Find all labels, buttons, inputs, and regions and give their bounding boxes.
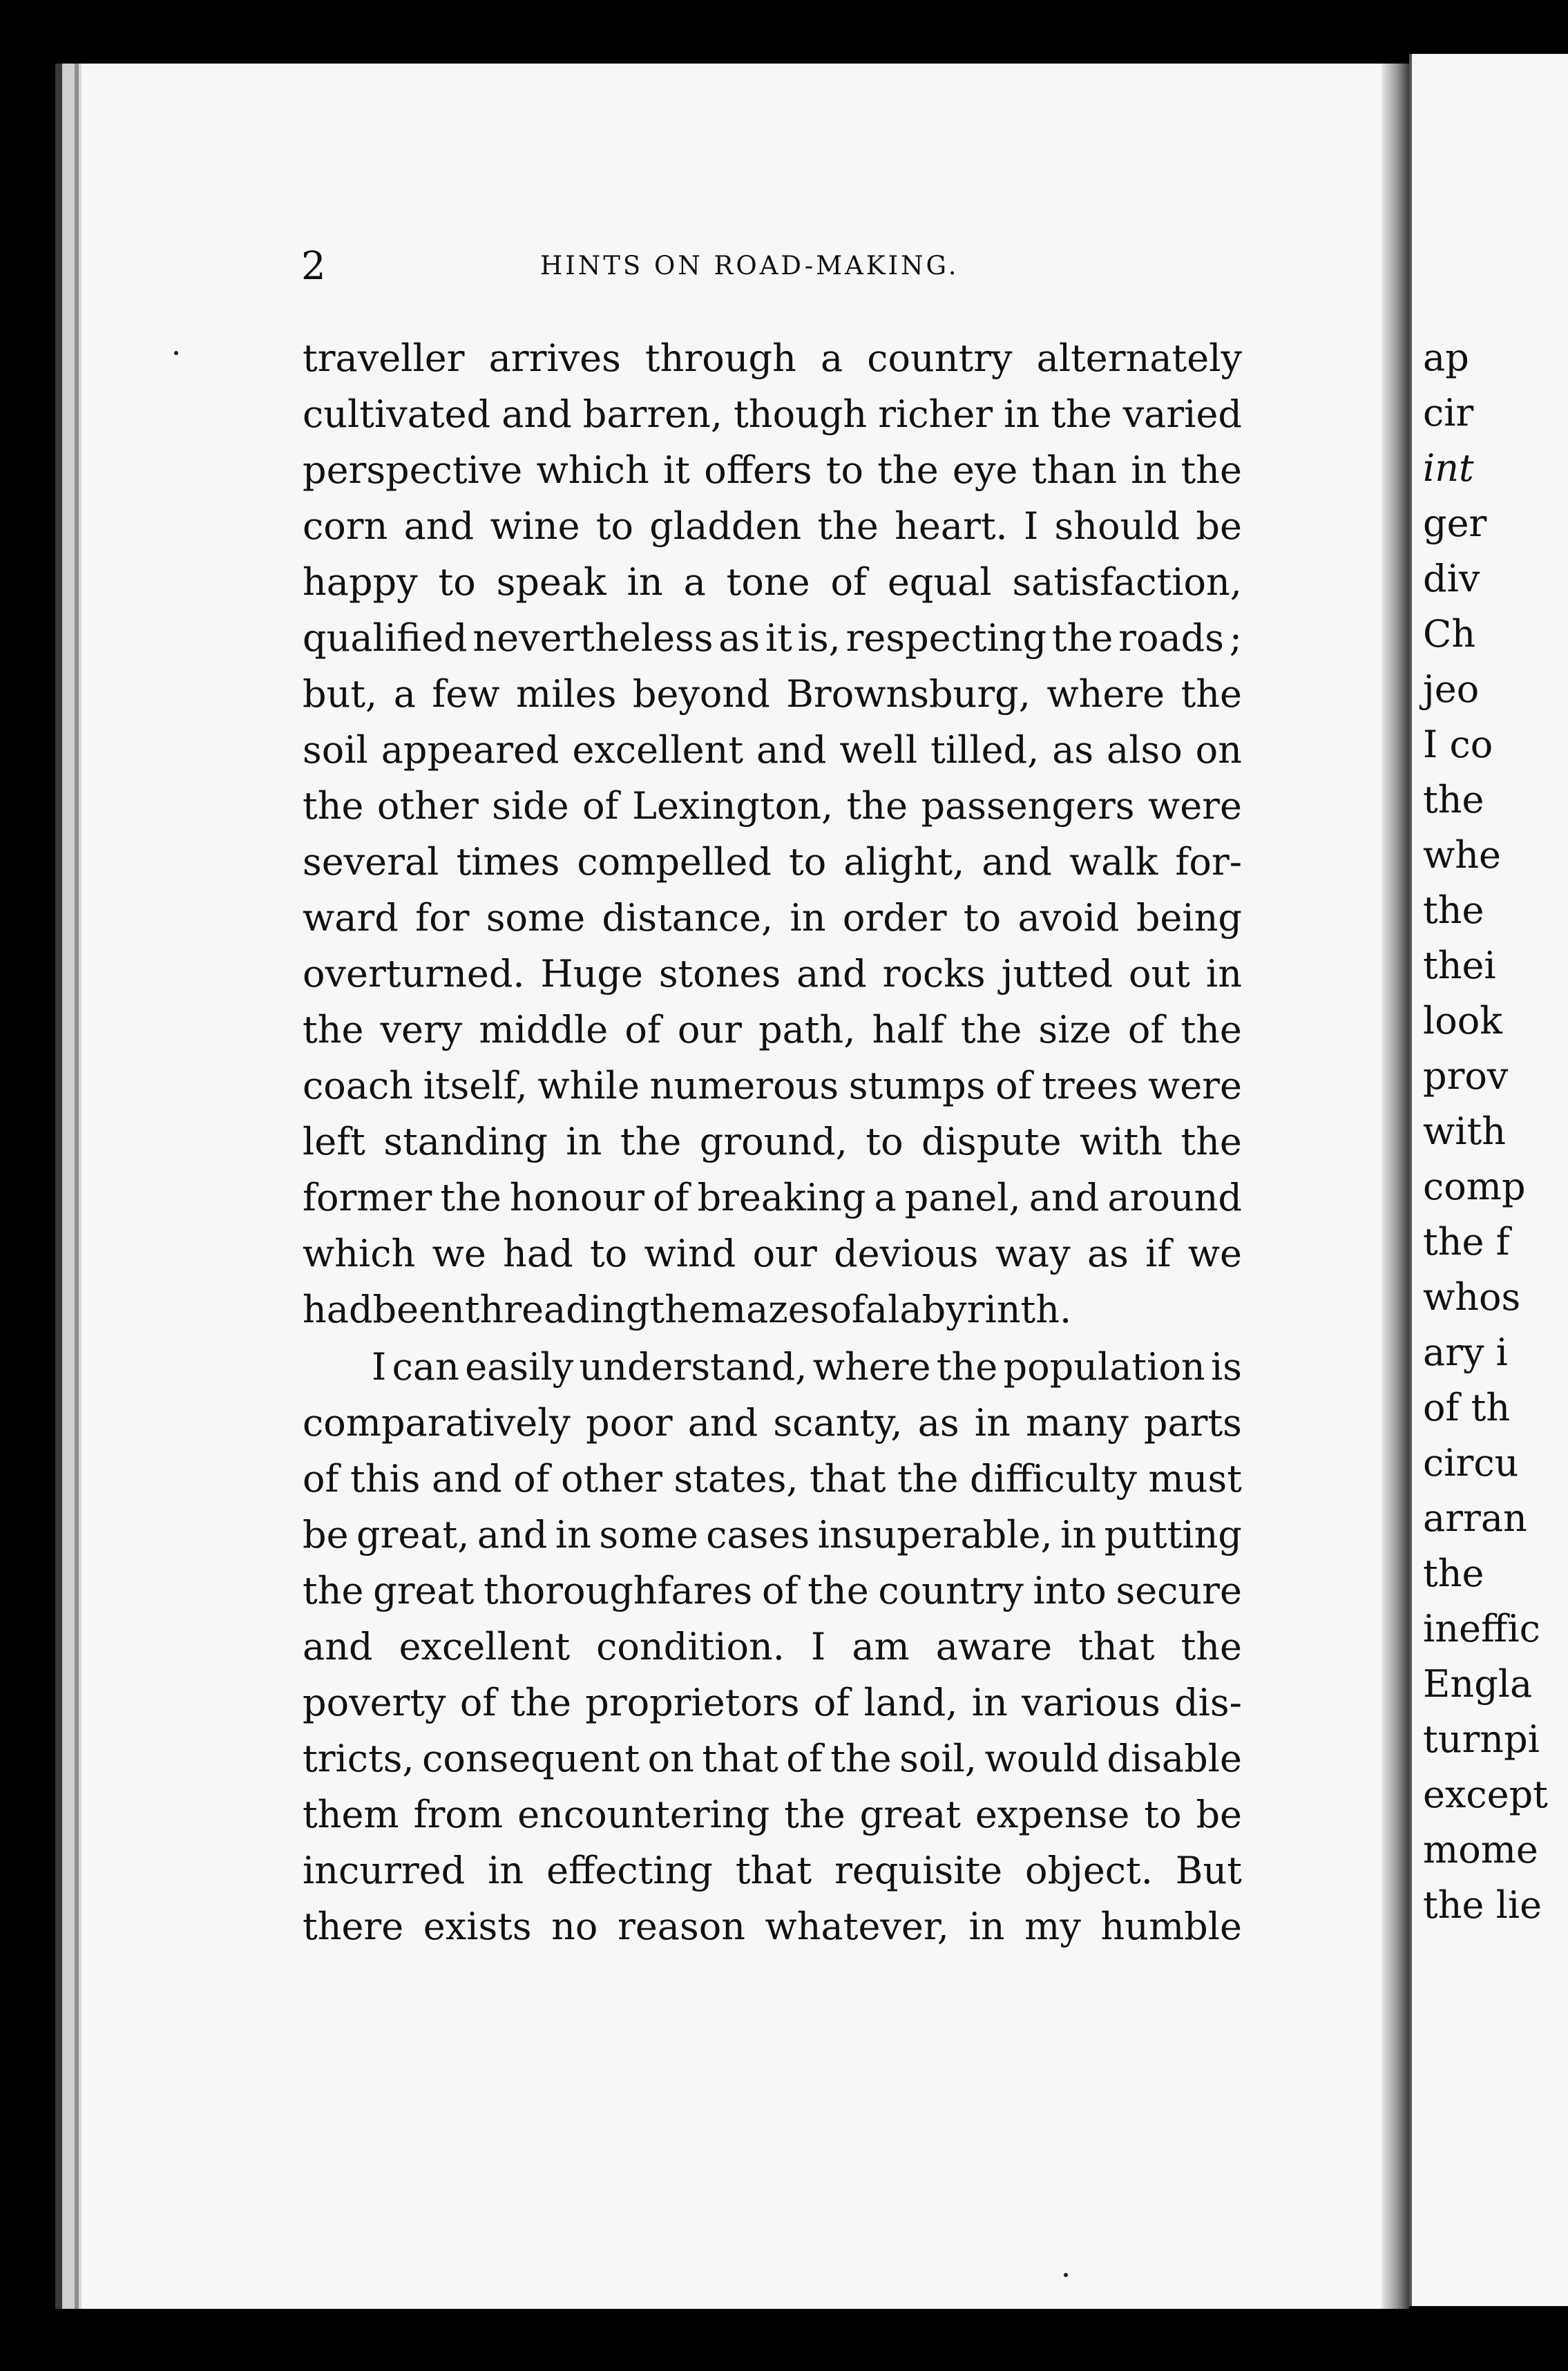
right-page-line-fragment: arran bbox=[1423, 1496, 1527, 1540]
right-page-fragments bbox=[1423, 330, 1548, 1933]
right-page-line-fragment: the bbox=[1423, 778, 1484, 821]
text-line: had been threading the mazes of a labyrinth. bbox=[303, 1288, 1072, 1331]
text-line: happy to speak in a tone of equal satisfaction, bbox=[303, 560, 1242, 604]
right-page-line-fragment: int bbox=[1423, 446, 1474, 490]
text-line: but, a few miles beyond Brownsburg, where the bbox=[303, 672, 1242, 716]
right-page-line-fragment: div bbox=[1423, 557, 1480, 600]
right-page-line-fragment: Ch bbox=[1423, 612, 1476, 656]
right-page-line-fragment: cir bbox=[1423, 391, 1474, 435]
right-page-line-fragment: thei bbox=[1423, 944, 1496, 987]
text-line: overturned. Huge stones and rocks jutted out in bbox=[303, 952, 1242, 996]
text-line: corn and wine to gladden the heart. I should be bbox=[303, 504, 1242, 548]
right-page-line-fragment: turnpi bbox=[1423, 1717, 1540, 1761]
right-page-line-fragment: except bbox=[1423, 1773, 1548, 1816]
text-line: and excellent condition. I am aware that the bbox=[303, 1625, 1242, 1668]
text-line: I can easily understand, where the population is bbox=[372, 1345, 1242, 1389]
right-page-line-fragment: the bbox=[1423, 1552, 1484, 1595]
right-page-line-fragment: the f bbox=[1423, 1220, 1510, 1264]
text-line: cultivated and barren, though richer in the varied bbox=[303, 392, 1242, 436]
right-page-line-fragment: whe bbox=[1423, 833, 1501, 877]
right-page-line-fragment: jeo bbox=[1423, 667, 1480, 711]
text-line: of this and of other states, that the difficulty must bbox=[303, 1457, 1242, 1501]
right-page-line-fragment: comp bbox=[1423, 1165, 1526, 1208]
text-line: the very middle of our path, half the size of the bbox=[303, 1008, 1242, 1051]
right-page-line-fragment: the lie bbox=[1423, 1883, 1542, 1927]
right-page-line-fragment: ger bbox=[1423, 502, 1487, 545]
right-page-line-fragment: ary i bbox=[1423, 1331, 1508, 1374]
text-line: comparatively poor and scanty, as in many parts bbox=[303, 1401, 1242, 1445]
text-line: incurred in effecting that requisite object. But bbox=[303, 1849, 1242, 1892]
text-line: qualified nevertheless as it is, respecting the roads ; bbox=[303, 616, 1242, 660]
right-page-line-fragment: ap bbox=[1423, 336, 1469, 379]
text-line: left standing in the ground, to dispute with the bbox=[303, 1120, 1242, 1163]
text-line: poverty of the proprietors of land, in various dis- bbox=[303, 1681, 1242, 1724]
text-line: traveller arrives through a country alternately bbox=[303, 336, 1242, 380]
text-line: ward for some distance, in order to avoid being bbox=[303, 896, 1242, 940]
right-page-line-fragment: ineffic bbox=[1423, 1607, 1540, 1650]
text-line: soil appeared excellent and well tilled, as also on bbox=[303, 728, 1242, 772]
right-page-line-fragment: I co bbox=[1423, 723, 1493, 766]
page-number: 2 bbox=[301, 244, 326, 289]
text-line: them from encountering the great expense to be bbox=[303, 1793, 1242, 1836]
left-page-body bbox=[303, 330, 1242, 1954]
right-page-line-fragment: mome bbox=[1423, 1828, 1538, 1872]
right-page-line-fragment: the bbox=[1423, 888, 1484, 932]
right-page-line-fragment: Engla bbox=[1423, 1662, 1533, 1706]
text-line: former the honour of breaking a panel, and around bbox=[303, 1176, 1242, 1219]
right-page-line-fragment: circu bbox=[1423, 1441, 1519, 1485]
text-line: several times compelled to alight, and walk for- bbox=[303, 840, 1242, 884]
text-line: there exists no reason whatever, in my humble bbox=[303, 1905, 1242, 1948]
right-page-line-fragment: of th bbox=[1423, 1386, 1511, 1429]
print-speck bbox=[1064, 2273, 1068, 2277]
text-line: coach itself, while numerous stumps of trees were bbox=[303, 1064, 1242, 1107]
running-head bbox=[243, 238, 1245, 294]
right-page-line-fragment: look bbox=[1423, 999, 1503, 1042]
right-page-line-fragment: with bbox=[1423, 1110, 1506, 1153]
text-line: tricts, consequent on that of the soil, would disable bbox=[303, 1737, 1242, 1780]
text-line: perspective which it offers to the eye than in the bbox=[303, 448, 1242, 492]
text-line: the great thoroughfares of the country into secure bbox=[303, 1569, 1242, 1612]
text-line: which we had to wind our devious way as if we bbox=[303, 1232, 1242, 1275]
running-head-title: HINTS ON ROAD-MAKING. bbox=[540, 251, 959, 280]
paragraph-1 bbox=[303, 330, 1242, 1337]
text-line: be great, and in some cases insuperable, in putting bbox=[303, 1513, 1242, 1556]
print-speck bbox=[174, 351, 178, 355]
paragraph-2 bbox=[303, 1339, 1242, 1954]
right-page-line-fragment: prov bbox=[1423, 1054, 1509, 1098]
right-page-line-fragment: whos bbox=[1423, 1275, 1521, 1319]
text-line: the other side of Lexington, the passengers were bbox=[303, 784, 1242, 828]
